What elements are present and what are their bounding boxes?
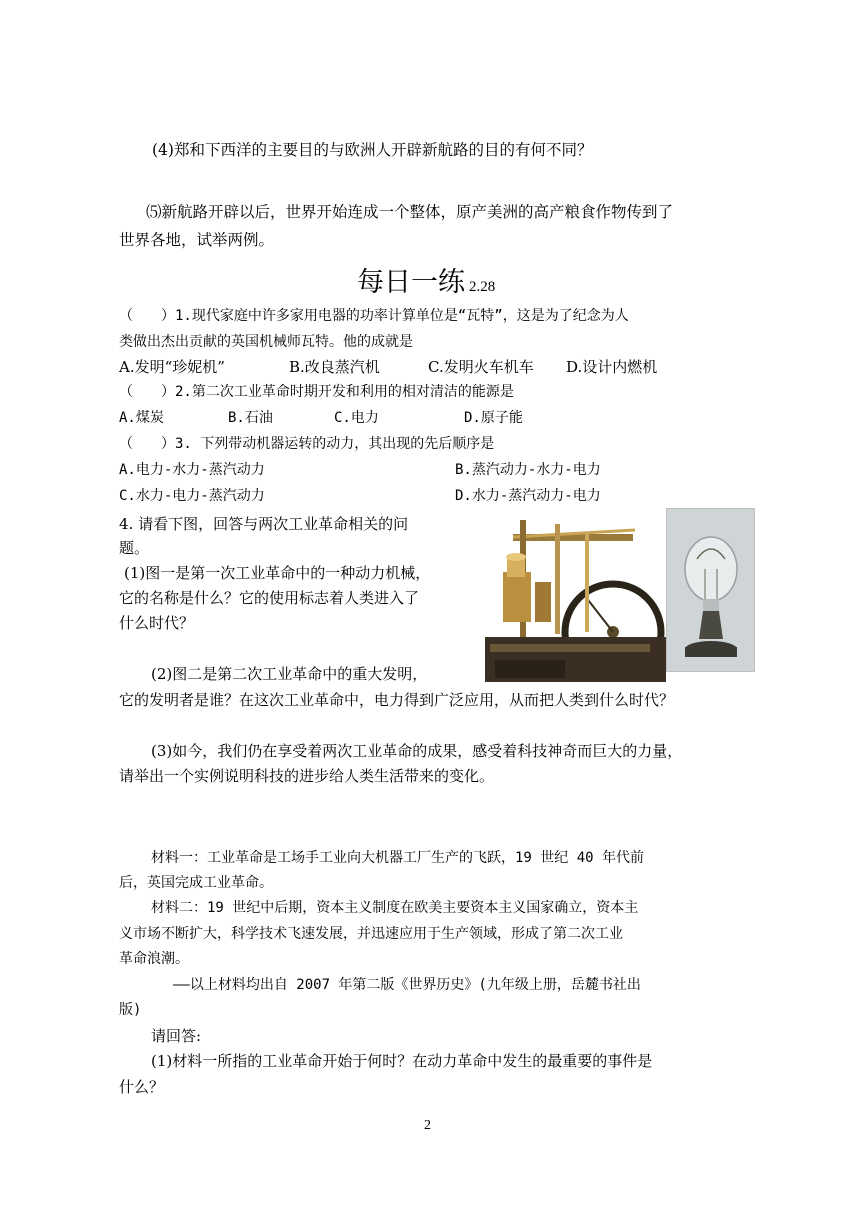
q4-1-line2: 它的名称是什么？它的使用标志着人类进入了 (119, 589, 420, 607)
q4-line2: 题。 (119, 539, 150, 557)
title-date: 2.28 (469, 279, 496, 295)
q4-1-line1: (1)图一是第一次工业革命中的一种动力机械， (124, 564, 431, 582)
steam-engine-image (485, 512, 666, 682)
mc-q3-option-d: D.水力-蒸汽动力-电力 (455, 488, 601, 504)
source-line1: ——以上材料均出自 2007 年第二版《世界历史》(九年级上册，岳麓书社出 (173, 977, 641, 993)
answer-1-line2: 什么？ (119, 1078, 165, 1096)
question-4-zhenghe: (4)郑和下西洋的主要目的与欧洲人开辟新航路的目的有何不同？ (152, 141, 593, 159)
ask-label: 请回答: (151, 1027, 202, 1045)
mc-q1-option-d: D.设计内燃机 (566, 358, 658, 376)
mc-q1-option-c: C.发明火车机车 (428, 358, 534, 376)
mc-q2-line: （ ）2.第二次工业革命时期开发和利用的相对清洁的能源是 (119, 384, 514, 400)
mc-q2-option-a: A.煤炭 (119, 410, 164, 426)
light-bulb-image (666, 508, 755, 672)
question-5-line2: 世界各地，试举两例。 (119, 231, 275, 249)
source-line2: 版) (119, 1002, 142, 1018)
q4-1-line3: 什么时代？ (119, 614, 195, 632)
mc-q1-line1: （ ）1.现代家庭中许多家用电器的功率计算单位是“瓦特”，这是为了纪念为人 (119, 308, 629, 324)
mc-q2-option-d: D.原子能 (464, 410, 523, 426)
title-text: 每日一练 (357, 267, 465, 298)
mc-q1-option-a: A.发明“珍妮机” (119, 358, 225, 376)
material-2-line2: 义市场不断扩大，科学技术飞速发展，并迅速应用于生产领域，形成了第二次工业 (119, 926, 623, 942)
mc-q3-option-c: C.水力-电力-蒸汽动力 (119, 488, 265, 504)
material-2-line3: 革命浪潮。 (119, 951, 189, 967)
mc-q3-option-a: A.电力-水力-蒸汽动力 (119, 462, 265, 478)
q4-3-line1: (3)如今，我们仍在享受着两次工业革命的成果，感受着科技神奇而巨大的力量， (151, 742, 683, 760)
q4-line1: 4. 请看下图，回答与两次工业革命相关的问 (119, 515, 409, 533)
page-number: 2 (424, 1118, 431, 1133)
q4-2-line2: 它的发明者是谁？在这次工业革命中，电力得到广泛应用，从而把人类到什么时代？ (119, 691, 675, 709)
question-5-line1: ⑸新航路开辟以后，世界开始连成一个整体，原产美洲的高产粮食作物传到了 (146, 203, 674, 221)
material-2-line1: 材料二：19 世纪中后期，资本主义制度在欧美主要资本主义国家确立，资本主 (151, 900, 639, 916)
material-1-line2: 后，英国完成工业革命。 (119, 875, 273, 891)
q4-3-line2: 请举出一个实例说明科技的进步给人类生活带来的变化。 (119, 767, 495, 785)
mc-q3-option-b: B.蒸汽动力-水力-电力 (455, 462, 601, 478)
practice-title (357, 260, 495, 299)
q4-2-line1: (2)图二是第二次工业革命中的重大发明， (151, 665, 428, 683)
mc-q2-option-b: B.石油 (228, 410, 273, 426)
mc-q3-line: （ ）3. 下列带动机器运转的动力，其出现的先后顺序是 (119, 436, 495, 452)
mc-q1-option-b: B.改良蒸汽机 (289, 358, 380, 376)
mc-q1-line2: 类做出杰出贡献的英国机械师瓦特。他的成就是 (119, 334, 413, 350)
answer-1-line1: (1)材料一所指的工业革命开始于何时？在动力革命中发生的最重要的事件是 (151, 1052, 653, 1070)
material-1-line1: 材料一：工业革命是工场手工业向大机器工厂生产的飞跃，19 世纪 40 年代前 (151, 850, 644, 866)
mc-q2-option-c: C.电力 (334, 410, 379, 426)
